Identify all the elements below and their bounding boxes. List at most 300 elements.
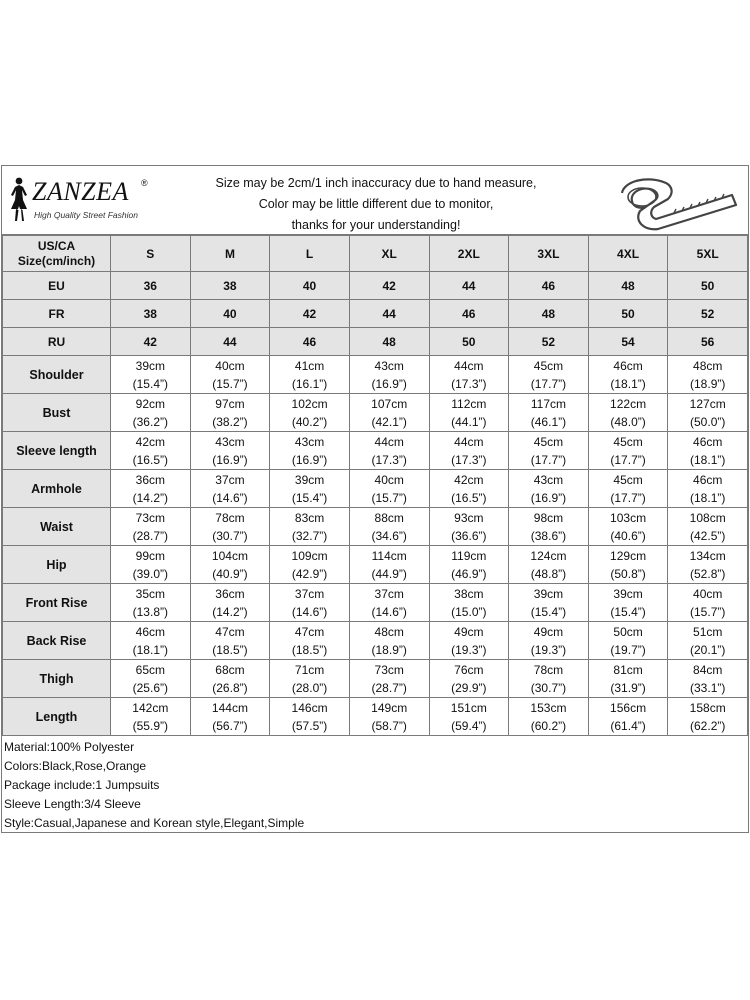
measurement-cell: [349, 508, 429, 546]
measurement-cell: [509, 660, 589, 698]
measurement-cell: [668, 432, 748, 470]
measurement-cell: [429, 394, 509, 432]
measurement-cm: 114cm: [371, 548, 407, 563]
measurement-inch: (18.1”): [610, 376, 646, 391]
measurement-cell: [429, 660, 509, 698]
measurement-inch: (14.2”): [212, 604, 248, 619]
measurement-cm: 156cm: [610, 700, 647, 715]
measurement-row: [3, 622, 748, 660]
measurement-cell: [190, 394, 270, 432]
conversion-cell: 42: [111, 328, 191, 356]
measurement-inch: (46.1”): [530, 414, 567, 429]
measurement-cm: 42cm: [135, 434, 165, 449]
conversion-cell: 38: [111, 300, 191, 328]
measurement-cm: 112cm: [451, 396, 487, 411]
measurement-cm: 42cm: [454, 472, 484, 487]
measurement-inch: (15.4”): [610, 604, 646, 619]
measurement-inch: (19.3”): [530, 642, 567, 657]
measurement-cell: [190, 432, 270, 470]
measurement-cm: 46cm: [135, 624, 165, 639]
measurement-inch: (42.5”): [690, 528, 726, 543]
measurement-cell: [111, 508, 191, 546]
measurement-cell: [588, 546, 668, 584]
measurement-cm: 40cm: [693, 586, 723, 601]
conversion-cell: 54: [588, 328, 668, 356]
conversion-cell: 50: [588, 300, 668, 328]
measurement-cell: [429, 356, 509, 394]
measurement-inch: (50.8”): [610, 566, 646, 581]
measurement-cm: 73cm: [374, 662, 404, 677]
measurement-row: [3, 546, 748, 584]
measurement-inch: (48.8”): [530, 566, 567, 581]
measurement-cm: 47cm: [294, 624, 325, 639]
measurement-cell: [270, 432, 350, 470]
measurement-inch: (19.7”): [610, 642, 646, 657]
measurement-cell: [588, 356, 668, 394]
measurement-row: [3, 698, 748, 736]
conversion-row: [3, 272, 748, 300]
conversion-cell: 40: [190, 300, 270, 328]
measurement-cell: [509, 508, 589, 546]
notice-line: Size may be 2cm/1 inch inaccuracy due to hand measure,: [215, 176, 537, 190]
measurement-inch: (15.0”): [451, 604, 487, 619]
measurement-row: [3, 660, 748, 698]
measurement-cell: [349, 698, 429, 736]
measurement-cell: [429, 508, 509, 546]
measurement-inch: (52.8”): [690, 566, 726, 581]
measurement-inch: (17.7”): [530, 452, 567, 467]
measurement-cm: 37cm: [215, 472, 245, 487]
measurement-inch: (17.7”): [610, 490, 646, 505]
measurement-label: Back Rise: [3, 622, 111, 660]
measurement-inch: (42.1”): [371, 414, 407, 429]
measurement-cm: 108cm: [689, 510, 726, 525]
corner-line: Size(cm/inch): [17, 253, 96, 268]
measurement-cm: 40cm: [374, 472, 404, 487]
measurement-inch: (18.9”): [371, 642, 407, 657]
measurement-inch: (62.2”): [690, 718, 726, 733]
measurement-cell: [588, 432, 668, 470]
conversion-cell: 38: [190, 272, 270, 300]
measuring-tape-icon: [614, 171, 738, 231]
conversion-label: RU: [3, 328, 111, 356]
measurement-cm: 48cm: [693, 358, 723, 373]
detail-colors: Colors:Black,Rose,Orange: [4, 759, 147, 773]
measurement-inch: (15.7”): [690, 604, 726, 619]
measurement-inch: (36.2”): [132, 414, 168, 429]
measurement-cell: [588, 470, 668, 508]
measurement-cm: 127cm: [689, 396, 726, 411]
measurement-cell: [668, 584, 748, 622]
measurement-inch: (50.0”): [690, 414, 726, 429]
measurement-cm: 39cm: [613, 586, 643, 601]
conversion-cell: 46: [429, 300, 509, 328]
measurement-inch: (17.3”): [371, 452, 407, 467]
measurement-cm: 51cm: [693, 624, 723, 639]
measurement-inch: (28.7”): [371, 680, 407, 695]
measurement-cell: [668, 470, 748, 508]
measurement-inch: (56.7”): [212, 718, 248, 733]
measurement-cell: [190, 508, 270, 546]
measurement-inch: (16.5”): [132, 452, 168, 467]
measurement-inch: (14.6”): [291, 604, 328, 619]
measurement-inch: (29.9”): [451, 680, 487, 695]
measurement-cm: 47cm: [215, 624, 245, 639]
measurement-inch: (26.8”): [212, 680, 248, 695]
measurement-cell: [349, 470, 429, 508]
corner-line: US/CA: [37, 238, 76, 253]
measurement-cell: [111, 698, 191, 736]
brand-name: ZANZEA: [32, 177, 129, 206]
conversion-label: EU: [3, 272, 111, 300]
measurement-cm: 129cm: [610, 548, 647, 563]
measurement-row: [3, 432, 748, 470]
measurement-row: [3, 394, 748, 432]
measurement-row: [3, 584, 748, 622]
measurement-cell: [668, 660, 748, 698]
measurement-inch: (15.4”): [291, 490, 328, 505]
measurement-cell: [111, 546, 191, 584]
conversion-cell: 44: [349, 300, 429, 328]
measurement-inch: (44.9”): [371, 566, 407, 581]
measurement-cell: [270, 470, 350, 508]
measurement-cell: [190, 660, 270, 698]
measurement-cell: [668, 546, 748, 584]
measurement-cell: [588, 584, 668, 622]
measurement-notice: [162, 173, 590, 236]
measurement-cm: 38cm: [454, 586, 484, 601]
measurement-cell: [190, 470, 270, 508]
measurement-cell: [190, 622, 270, 660]
measurement-cm: 78cm: [215, 510, 245, 525]
measurement-cell: [270, 622, 350, 660]
measurement-cm: 158cm: [689, 700, 726, 715]
size-header-row: [3, 236, 748, 272]
measurement-inch: (15.7”): [212, 376, 248, 391]
measurement-cm: 36cm: [135, 472, 165, 487]
measurement-cm: 99cm: [135, 548, 165, 563]
measurement-cell: [270, 508, 350, 546]
measurement-inch: (25.6”): [132, 680, 168, 695]
measurement-label: Shoulder: [3, 356, 111, 394]
conversion-cell: 52: [668, 300, 748, 328]
brand-tagline: High Quality Street Fashion: [34, 210, 138, 220]
measurement-cell: [509, 394, 589, 432]
measurement-inch: (19.3”): [451, 642, 487, 657]
measurement-inch: (42.9”): [291, 566, 328, 581]
measurement-cm: 107cm: [371, 396, 408, 411]
measurement-inch: (30.7”): [212, 528, 248, 543]
measurement-cm: 144cm: [211, 700, 248, 715]
measurement-inch: (20.1”): [690, 642, 726, 657]
measurement-inch: (14.6”): [212, 490, 248, 505]
measurement-inch: (60.2”): [530, 718, 567, 733]
measurement-inch: (46.9”): [451, 566, 487, 581]
notice-line: Color may be little different due to monitor,: [258, 197, 494, 211]
measurement-cm: 40cm: [215, 358, 245, 373]
measurement-inch: (59.4”): [451, 718, 487, 733]
measurement-cm: 134cm: [689, 548, 726, 563]
conversion-cell: 46: [509, 272, 589, 300]
measurement-row: [3, 470, 748, 508]
size-column-header: S: [111, 236, 191, 272]
measurement-cell: [509, 470, 589, 508]
measurement-inch: (16.5”): [451, 490, 487, 505]
measurement-inch: (57.5”): [291, 718, 328, 733]
conversion-cell: 48: [509, 300, 589, 328]
measurement-cell: [111, 356, 191, 394]
measurement-inch: (17.3”): [451, 452, 487, 467]
measurement-cell: [349, 584, 429, 622]
measurement-cell: [111, 470, 191, 508]
measurement-cell: [668, 508, 748, 546]
measurement-cell: [429, 432, 509, 470]
measurement-cell: [349, 622, 429, 660]
measurement-cm: 151cm: [450, 700, 487, 715]
measurement-cm: 92cm: [135, 396, 165, 411]
measurement-cm: 146cm: [291, 700, 328, 715]
measurement-cell: [270, 660, 350, 698]
measurement-cm: 50cm: [613, 624, 643, 639]
measurement-inch: (17.7”): [530, 376, 567, 391]
measurement-inch: (30.7”): [530, 680, 567, 695]
measurement-cm: 39cm: [533, 586, 564, 601]
size-column-header: L: [270, 236, 350, 272]
measurement-cm: 78cm: [533, 662, 564, 677]
detail-sleeve: Sleeve Length:3/4 Sleeve: [4, 797, 141, 811]
conversion-cell: 44: [429, 272, 509, 300]
measurement-cell: [509, 546, 589, 584]
measurement-inch: (18.9”): [690, 376, 726, 391]
measurement-cm: 46cm: [693, 434, 723, 449]
measurement-cm: 43cm: [374, 358, 404, 373]
size-table: [2, 235, 748, 736]
measurement-cm: 88cm: [374, 510, 404, 525]
size-column-header: 4XL: [588, 236, 668, 272]
detail-material: Material:100% Polyester: [4, 740, 135, 754]
measurement-cm: 49cm: [533, 624, 564, 639]
measurement-cell: [349, 356, 429, 394]
measurement-cm: 45cm: [613, 472, 643, 487]
measurement-inch: (17.3”): [451, 376, 487, 391]
measurement-cm: 73cm: [135, 510, 165, 525]
measurement-cm: 71cm: [294, 662, 325, 677]
measurement-cm: 109cm: [291, 548, 328, 563]
measurement-cell: [349, 394, 429, 432]
brand-logo: [6, 174, 156, 228]
measurement-label: Armhole: [3, 470, 111, 508]
measurement-cm: 65cm: [135, 662, 165, 677]
measurement-cell: [509, 622, 589, 660]
measurement-cell: [190, 698, 270, 736]
measurement-row: [3, 356, 748, 394]
measurement-cm: 44cm: [454, 358, 484, 373]
measurement-cell: [270, 356, 350, 394]
measurement-cell: [588, 622, 668, 660]
measurement-inch: (18.1”): [690, 452, 726, 467]
size-column-header: 3XL: [509, 236, 589, 272]
measurement-cm: 83cm: [294, 510, 325, 525]
measurement-cell: [429, 470, 509, 508]
measurement-cell: [668, 356, 748, 394]
measurement-cm: 153cm: [530, 700, 567, 715]
measurement-cm: 102cm: [291, 396, 328, 411]
size-chart-sheet: [1, 165, 749, 833]
measurement-cm: 43cm: [215, 434, 245, 449]
measurement-cm: 45cm: [533, 434, 564, 449]
size-column-header: M: [190, 236, 270, 272]
measurement-cell: [588, 508, 668, 546]
measurement-inch: (40.9”): [212, 566, 248, 581]
measurement-cell: [111, 622, 191, 660]
detail-package: Package include:1 Jumpsuits: [4, 778, 160, 792]
measurement-inch: (15.4”): [530, 604, 567, 619]
measurement-inch: (18.5”): [291, 642, 328, 657]
measurement-row: [3, 508, 748, 546]
measurement-cm: 81cm: [613, 662, 643, 677]
measurement-inch: (40.6”): [610, 528, 646, 543]
measurement-cm: 117cm: [530, 396, 566, 411]
measurement-inch: (28.7”): [132, 528, 168, 543]
measurement-cm: 43cm: [533, 472, 564, 487]
measurement-cm: 93cm: [454, 510, 484, 525]
measurement-inch: (55.9”): [132, 718, 168, 733]
measurement-inch: (34.6”): [371, 528, 407, 543]
measurement-cell: [509, 432, 589, 470]
measurement-inch: (38.2”): [212, 414, 248, 429]
conversion-cell: 48: [349, 328, 429, 356]
measurement-inch: (18.1”): [690, 490, 726, 505]
measurement-cm: 39cm: [135, 358, 165, 373]
measurement-inch: (17.7”): [610, 452, 646, 467]
measurement-label: Sleeve length: [3, 432, 111, 470]
measurement-label: Front Rise: [3, 584, 111, 622]
measurement-cell: [509, 584, 589, 622]
measurement-cell: [429, 698, 509, 736]
measurement-cm: 41cm: [294, 358, 325, 373]
conversion-cell: 36: [111, 272, 191, 300]
conversion-cell: 40: [270, 272, 350, 300]
registered-mark: ®: [141, 178, 148, 188]
measurement-cell: [111, 394, 191, 432]
measurement-cell: [190, 584, 270, 622]
measurement-cm: 37cm: [374, 586, 404, 601]
measurement-inch: (16.9”): [371, 376, 407, 391]
measurement-cell: [668, 698, 748, 736]
conversion-cell: 56: [668, 328, 748, 356]
notice-line: thanks for your understanding!: [291, 218, 461, 232]
measurement-cm: 44cm: [374, 434, 404, 449]
measurement-inch: (44.1”): [451, 414, 487, 429]
measurement-inch: (36.6”): [451, 528, 487, 543]
measurement-inch: (38.6”): [530, 528, 567, 543]
measurement-inch: (40.2”): [291, 414, 328, 429]
measurement-cm: 149cm: [371, 700, 408, 715]
measurement-cell: [349, 546, 429, 584]
measurement-cm: 68cm: [215, 662, 245, 677]
measurement-inch: (31.9”): [610, 680, 646, 695]
measurement-cell: [111, 432, 191, 470]
measurement-cm: 122cm: [610, 396, 647, 411]
measurement-inch: (61.4”): [610, 718, 646, 733]
measurement-inch: (18.1”): [132, 642, 168, 657]
conversion-cell: 44: [190, 328, 270, 356]
measurement-cm: 97cm: [215, 396, 245, 411]
measurement-cell: [588, 394, 668, 432]
measurement-cm: 43cm: [294, 434, 325, 449]
measurement-inch: (16.9”): [530, 490, 567, 505]
measurement-cm: 44cm: [454, 434, 484, 449]
measurement-cell: [509, 698, 589, 736]
measurement-inch: (15.4”): [132, 376, 168, 391]
measurement-cm: 39cm: [294, 472, 325, 487]
measurement-inch: (39.0”): [132, 566, 168, 581]
conversion-cell: 50: [668, 272, 748, 300]
measurement-inch: (14.6”): [371, 604, 407, 619]
measurement-cell: [429, 546, 509, 584]
detail-style: Style:Casual,Japanese and Korean style,Elegant,Simple: [4, 816, 305, 830]
conversion-row: [3, 328, 748, 356]
measurement-cell: [668, 394, 748, 432]
measurement-cm: 48cm: [374, 624, 404, 639]
measurement-cm: 35cm: [135, 586, 165, 601]
measurement-label: Thigh: [3, 660, 111, 698]
measurement-inch: (48.0”): [610, 414, 646, 429]
measurement-label: Hip: [3, 546, 111, 584]
measurement-cm: 104cm: [211, 548, 248, 563]
measurement-cell: [270, 394, 350, 432]
conversion-cell: 46: [270, 328, 350, 356]
measurement-cell: [190, 356, 270, 394]
measurement-cell: [270, 546, 350, 584]
conversion-cell: 42: [349, 272, 429, 300]
measurement-inch: (28.0”): [291, 680, 328, 695]
conversion-cell: 48: [588, 272, 668, 300]
measurement-cell: [111, 660, 191, 698]
conversion-cell: 52: [509, 328, 589, 356]
measurement-cm: 45cm: [533, 358, 564, 373]
size-column-header: 5XL: [668, 236, 748, 272]
measurement-cell: [588, 698, 668, 736]
measurement-label: Length: [3, 698, 111, 736]
measurement-cm: 124cm: [530, 548, 567, 563]
size-column-header: XL: [349, 236, 429, 272]
measurement-cell: [588, 660, 668, 698]
measurement-cell: [429, 622, 509, 660]
measurement-inch: (32.7”): [291, 528, 328, 543]
measurement-inch: (58.7”): [371, 718, 407, 733]
conversion-row: [3, 300, 748, 328]
measurement-cm: 45cm: [613, 434, 643, 449]
measurement-cm: 36cm: [215, 586, 245, 601]
measurement-cm: 46cm: [613, 358, 643, 373]
size-label-corner: [3, 236, 111, 272]
measurement-inch: (13.8”): [132, 604, 168, 619]
measurement-inch: (14.2”): [132, 490, 168, 505]
measurement-cell: [111, 584, 191, 622]
measurement-cm: 119cm: [451, 548, 487, 563]
measurement-label: Waist: [3, 508, 111, 546]
measurement-cell: [270, 584, 350, 622]
conversion-cell: 50: [429, 328, 509, 356]
measurement-cm: 103cm: [610, 510, 647, 525]
measurement-inch: (16.9”): [212, 452, 248, 467]
measurement-cm: 49cm: [454, 624, 484, 639]
measurement-cell: [349, 432, 429, 470]
measurement-cm: 46cm: [693, 472, 723, 487]
measurement-inch: (16.1”): [291, 376, 328, 391]
measurement-inch: (15.7”): [371, 490, 407, 505]
